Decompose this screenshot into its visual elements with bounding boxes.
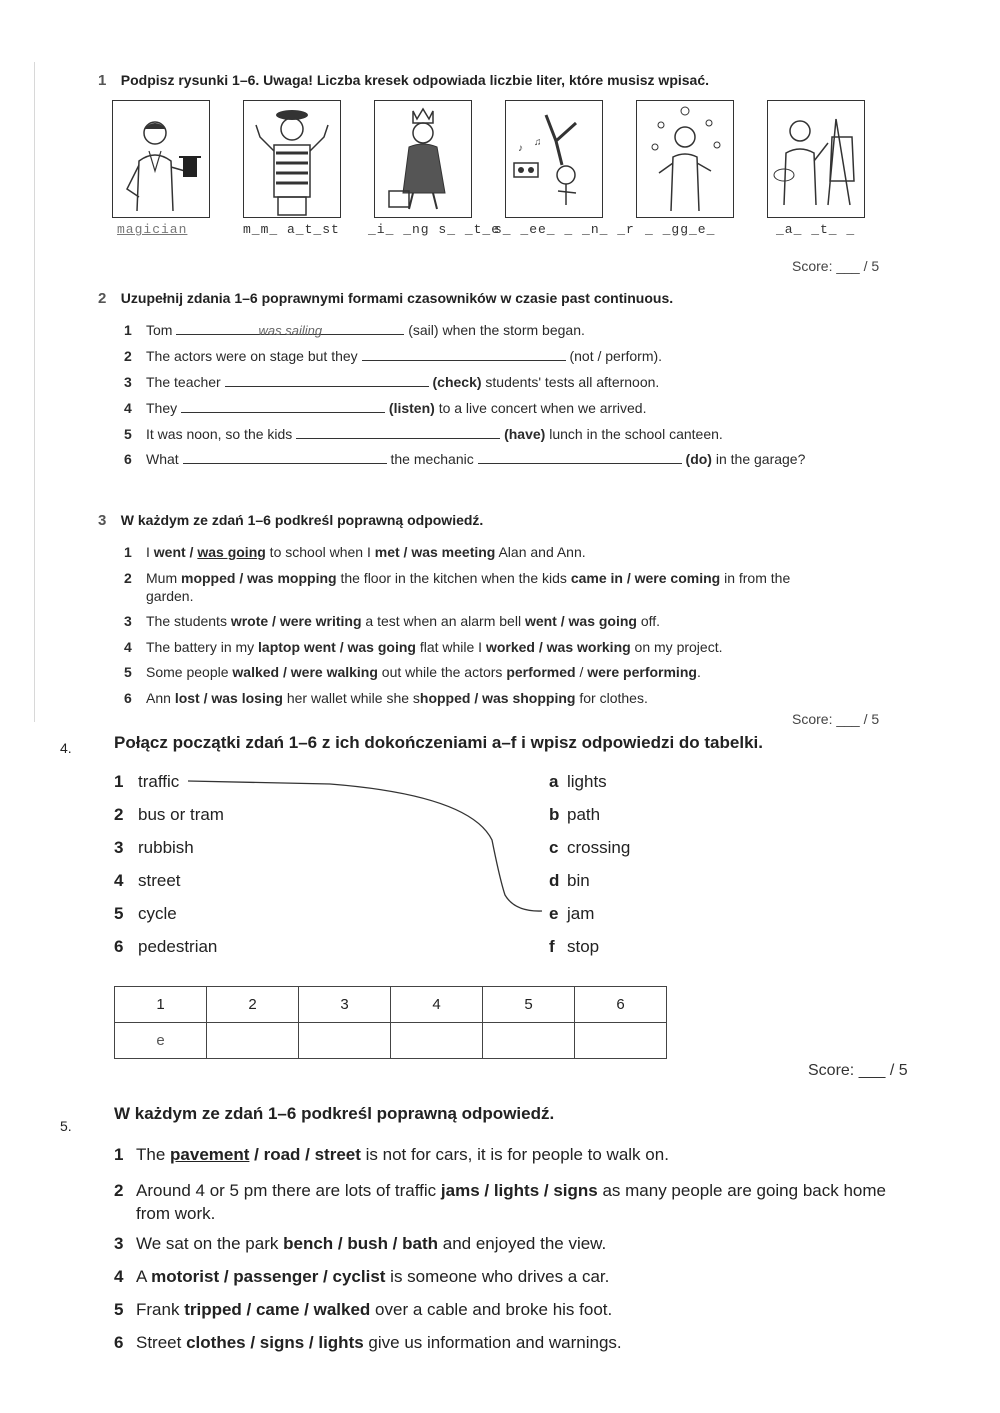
- ex5-sentence-5: 5 Frank tripped / came / walked over a cable and broke his foot.: [114, 1300, 613, 1319]
- exercise-3-score: Score: ___ / 5: [792, 711, 880, 727]
- ex3-option[interactable]: came in / were coming: [570, 570, 721, 586]
- picture-2-label: m_m_ a_t_st: [243, 222, 340, 237]
- exercise-3-number: 3: [98, 512, 107, 529]
- match-right-e[interactable]: e jam: [549, 904, 595, 923]
- ex3-option[interactable]: lost / was losing: [174, 690, 283, 706]
- ex3-option[interactable]: met / was meeting: [374, 544, 496, 560]
- ex3-sentence-5: 5 Some people walked / were walking out while the actors performed / were performing.: [124, 664, 701, 680]
- answer-table-answer-row: [115, 1023, 667, 1059]
- ex3-sentence-2: 2 Mum mopped / was mopping the floor in the kitchen when the kids came in / were coming in from the garden.: [124, 570, 791, 604]
- answer-table-head: 3: [299, 987, 391, 1023]
- ex3-option[interactable]: went / was going: [524, 613, 637, 629]
- match-right-f[interactable]: f stop: [549, 937, 600, 956]
- picture-1-label: magician: [117, 222, 188, 237]
- ex3-option[interactable]: laptop went / was going: [258, 639, 416, 655]
- match-left-2[interactable]: 2 bus or tram: [114, 805, 224, 824]
- ex3-option-underlined[interactable]: was going: [197, 544, 266, 560]
- ex3-option[interactable]: performed: [506, 664, 576, 680]
- ex2-sentence-2: 2 The actors were on stage but they (not / perform).: [124, 348, 663, 364]
- ex5-sentence-6: 6 Street clothes / signs / lights give us information and warnings.: [114, 1333, 622, 1352]
- ex3-option[interactable]: walked / were walking: [232, 664, 378, 680]
- ex3-option[interactable]: hopped / was shopping: [419, 690, 576, 706]
- ex2-answer-1: was sailing: [258, 323, 323, 338]
- match-right-d[interactable]: d bin: [549, 871, 590, 890]
- ex5-option-underlined[interactable]: pavement: [170, 1145, 250, 1164]
- ex3-option[interactable]: wrote / were writing: [230, 613, 362, 629]
- match-right-c[interactable]: c crossing: [549, 838, 631, 857]
- match-left-5[interactable]: 5 cycle: [114, 904, 177, 923]
- exercise-1-score: Score: ___ / 5: [792, 258, 880, 274]
- ex5-option[interactable]: tripped / came / walked: [184, 1300, 371, 1319]
- answer-table: [114, 986, 667, 1059]
- answer-table-head: 6: [575, 987, 667, 1023]
- svg-text:♫: ♫: [534, 137, 542, 148]
- ex5-sentence-1: 1 The pavement / road / street is not for cars, it is for people to walk on.: [114, 1145, 669, 1164]
- exercise-4-score: Score: ___ / 5: [808, 1062, 908, 1079]
- ex3-option[interactable]: were performing: [587, 664, 697, 680]
- ex2-sentence-3: 3 The teacher (check) students' tests all afternoon.: [124, 374, 660, 390]
- picture-4-label: s_ _ee_ _ _n_ _r: [494, 222, 635, 237]
- ex5-option[interactable]: motorist / passenger / cyclist: [151, 1267, 386, 1286]
- svg-text:♪: ♪: [518, 143, 523, 154]
- answer-table-head: 4: [391, 987, 483, 1023]
- ex5-sentence-4: 4 A motorist / passenger / cyclist is someone who drives a car.: [114, 1267, 610, 1286]
- ex5-option[interactable]: bench / bush / bath: [283, 1234, 439, 1253]
- exercise-4-number: 4.: [60, 740, 72, 756]
- answer-cell-2[interactable]: [207, 1023, 299, 1059]
- exercise-2-number: 2: [98, 290, 107, 307]
- exercise-5-number: 5.: [60, 1118, 72, 1134]
- picture-6-label: _a_ _t_ _: [776, 222, 856, 237]
- ex3-sentence-1: 1 I went / was going to school when I met / was meeting Alan and Ann.: [124, 544, 586, 560]
- exercise-4-title: Połącz początki zdań 1–6 z ich dokończeniami a–f i wpisz odpowiedzi do tabelki.: [114, 733, 763, 752]
- ex3-option[interactable]: worked / was working: [485, 639, 631, 655]
- ex2-sentence-4: 4 They (listen) to a live concert when we arrived.: [124, 400, 647, 416]
- answer-cell-4[interactable]: [391, 1023, 483, 1059]
- answer-table-head: 1: [115, 987, 207, 1023]
- picture-3-label: _i_ _ng s_ _t_e: [368, 222, 501, 237]
- exercise-5-title: W każdym ze zdań 1–6 podkreśl poprawną odpowiedź.: [114, 1104, 555, 1123]
- ex3-sentence-6: 6 Ann lost / was losing her wallet while she shopped / was shopping for clothes.: [124, 690, 648, 706]
- ex5-sentence-3: 3 We sat on the park bench / bush / bath and enjoyed the view.: [114, 1234, 607, 1253]
- match-left-6[interactable]: 6 pedestrian: [114, 937, 218, 956]
- match-right-b[interactable]: b path: [549, 805, 601, 824]
- exercise-1-number: 1: [98, 72, 107, 89]
- match-left-4[interactable]: 4 street: [114, 871, 181, 890]
- ex5-sentence-2: 2 Around 4 or 5 pm there are lots of traffic jams / lights / signs as many people are going back home from work.: [114, 1181, 886, 1223]
- match-right-a[interactable]: a lights: [549, 772, 607, 791]
- match-left-1[interactable]: 1 traffic: [114, 772, 180, 791]
- exercise-1-title: Podpisz rysunki 1–6. Uwaga! Liczba kresek odpowiada liczbie liter, które musisz wpisać.: [120, 72, 710, 88]
- ex3-sentence-3: 3 The students wrote / were writing a test when an alarm bell went / was going off.: [124, 613, 661, 629]
- ex2-sentence-6: 6 What the mechanic (do) in the garage?: [124, 451, 806, 467]
- answer-table-header-row: [115, 987, 667, 1023]
- ex5-option[interactable]: jams / lights / signs: [440, 1181, 598, 1200]
- ex3-option[interactable]: mopped / was mopping: [181, 570, 337, 586]
- picture-5-label: _ _gg_e_: [645, 222, 716, 237]
- answer-table-head: 2: [207, 987, 299, 1023]
- ex5-option[interactable]: clothes / signs / lights: [186, 1333, 364, 1352]
- ex5-option[interactable]: / road / street: [249, 1145, 361, 1164]
- exercise-2-title: Uzupełnij zdania 1–6 poprawnymi formami czasowników w czasie past continuous.: [120, 290, 674, 306]
- ex3-sentence-4: 4 The battery in my laptop went / was going flat while I worked / was working on my project.: [124, 639, 723, 655]
- answer-cell-3[interactable]: [299, 1023, 391, 1059]
- match-left-3[interactable]: 3 rubbish: [114, 838, 194, 857]
- ex2-sentence-1: 1 Tom was sailing (sail) when the storm began.: [124, 322, 585, 338]
- ex3-option[interactable]: went: [153, 544, 186, 560]
- ex2-sentence-5: 5 It was noon, so the kids (have) lunch in the school canteen.: [124, 426, 723, 442]
- exercise-3-title: W każdym ze zdań 1–6 podkreśl poprawną odpowiedź.: [120, 512, 484, 528]
- answer-cell-5[interactable]: [483, 1023, 575, 1059]
- answer-table-head: 5: [483, 987, 575, 1023]
- answer-cell-6[interactable]: [575, 1023, 667, 1059]
- answer-cell-1[interactable]: e: [115, 1023, 207, 1059]
